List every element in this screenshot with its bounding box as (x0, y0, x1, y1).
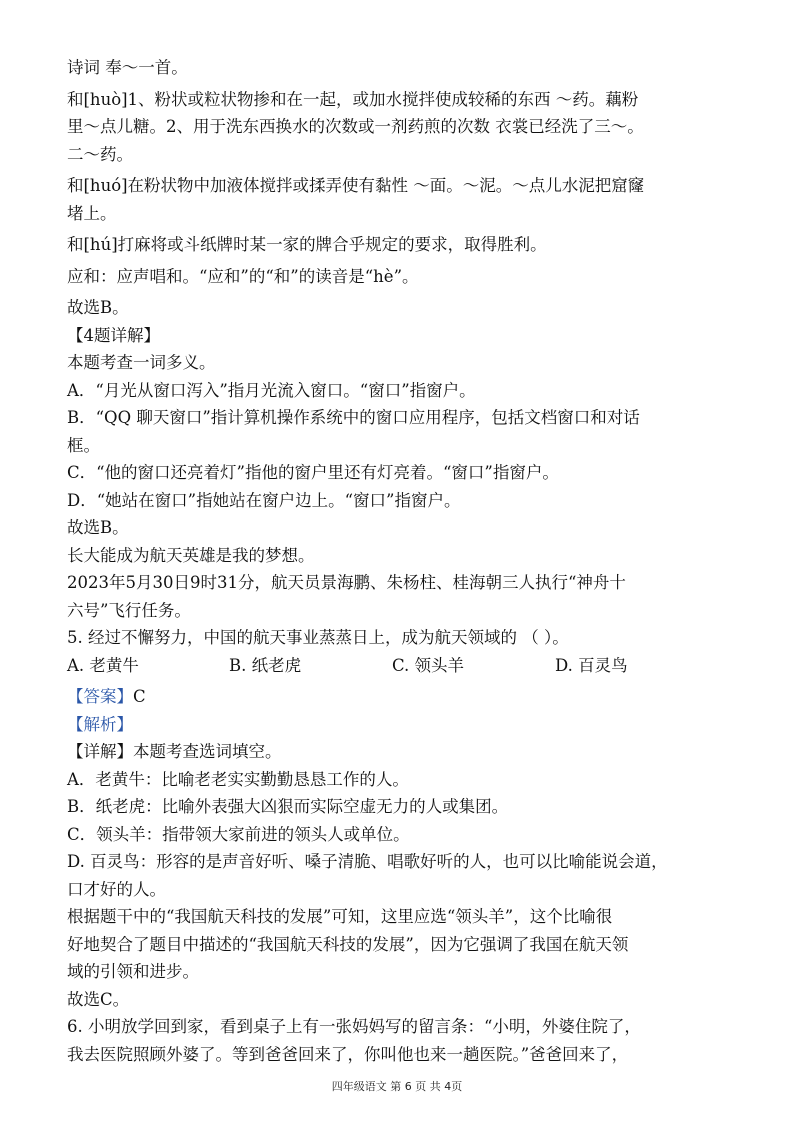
text-line: 我去医院照顾外婆了。等到爸爸回来了，你叫他也来一趟医院。”爸爸回来了， (67, 1044, 629, 1064)
option-c: C. 领头羊 (392, 655, 465, 675)
text-line: 二～药。 (67, 144, 133, 164)
option-a: A. 老黄牛 (67, 655, 139, 675)
page-footer: 四年级语文 第 6 页 共 4页 (331, 1080, 463, 1093)
text-line: 应和：应声唱和。“应和”的“和”的读音是“hè”。 (67, 266, 419, 286)
text-line: A．“月光从窗口泻入”指月光流入窗口。“窗口”指窗户。 (67, 380, 476, 400)
text-line: 堵上。 (67, 203, 117, 223)
answer-label: 【答案】 (67, 687, 133, 706)
text-line: D. 百灵鸟：形容的是声音好听、嗓子清脆、唱歌好听的人，也可以比喻能说会道， (67, 852, 668, 871)
text-line: 和[huò]1、粉状或粒状物掺和在一起，或加水搅拌使成较稀的东西 ～药。藕粉 (67, 89, 639, 109)
detail-text: 本题考查选词填空。 (133, 742, 282, 761)
options-row (67, 652, 739, 680)
text-line: 域的引领和进步。 (67, 962, 199, 981)
text-line: C．领头羊：指带领大家前进的领头人或单位。 (67, 824, 410, 844)
option-b: B. 纸老虎 (229, 655, 302, 675)
analysis-label: 【解析】 (67, 714, 133, 734)
text-line: 六号”飞行任务。 (67, 600, 191, 620)
text-line: 和[huó]在粉状物中加液体搅拌或揉弄使有黏性 ～面。～泥。～点儿水泥把窟窿 (67, 176, 645, 195)
answer-value: C (133, 687, 146, 706)
text-line: 故选C。 (67, 989, 130, 1009)
question-5: 5. 经过不懈努力，中国的航天事业蒸蒸日上，成为航天领域的 （ ）。 (67, 628, 569, 647)
document-body (67, 54, 739, 1068)
option-d: D. 百灵鸟 (555, 655, 628, 675)
detail-line (67, 738, 739, 766)
text-line: D．“她站在窗口”指她站在窗户边上。“窗口”指窗户。 (67, 490, 461, 510)
text-line: B．“QQ 聊天窗口”指计算机操作系统中的窗口应用程序，包括文档窗口和对话 (67, 408, 640, 427)
text-line: 好地契合了题目中描述的“我国航天科技的发展”，因为它强调了我国在航天领 (67, 934, 629, 954)
text-line: 口才好的人。 (67, 879, 166, 899)
detail-label: 【详解】 (67, 742, 133, 761)
question-6: 6. 小明放学回到家，看到桌子上有一张妈妈写的留言条：“小明，外婆住院了， (67, 1017, 641, 1036)
text-line: 里～点儿糖。2、用于洗东西换水的次数或一剂药煎的次数 衣裳已经洗了三～。 (67, 117, 644, 136)
text-line: 根据题干中的“我国航天科技的发展”可知，这里应选“领头羊”，这个比喻很 (67, 907, 613, 926)
text-line: 框。 (67, 435, 100, 455)
text-line: 和[hú]打麻将或斗纸牌时某一家的牌合乎规定的要求，取得胜利。 (67, 235, 547, 254)
text-line: C．“他的窗口还亮着灯”指他的窗户里还有灯亮着。“窗口”指窗户。 (67, 463, 559, 482)
text-line: A．老黄牛：比喻老老实实勤勤恳恳工作的人。 (67, 769, 409, 789)
text-line: 2023年5月30日9时31分，航天员景海鹏、朱杨柱、桂海朝三人执行“神舟十 (67, 573, 626, 592)
text-line: 诗词 奉～一首。 (67, 58, 188, 77)
text-line: 本题考查一词多义。 (67, 353, 216, 372)
text-line: 故选B。 (67, 518, 129, 537)
text-line: 长大能成为航天英雄是我的梦想。 (67, 545, 315, 565)
section-heading: 【4题详解】 (67, 325, 160, 345)
answer-line (67, 683, 739, 711)
text-line: B．纸老虎：比喻外表强大凶狠而实际空虚无力的人或集团。 (67, 797, 509, 816)
text-line: 故选B。 (67, 298, 129, 317)
